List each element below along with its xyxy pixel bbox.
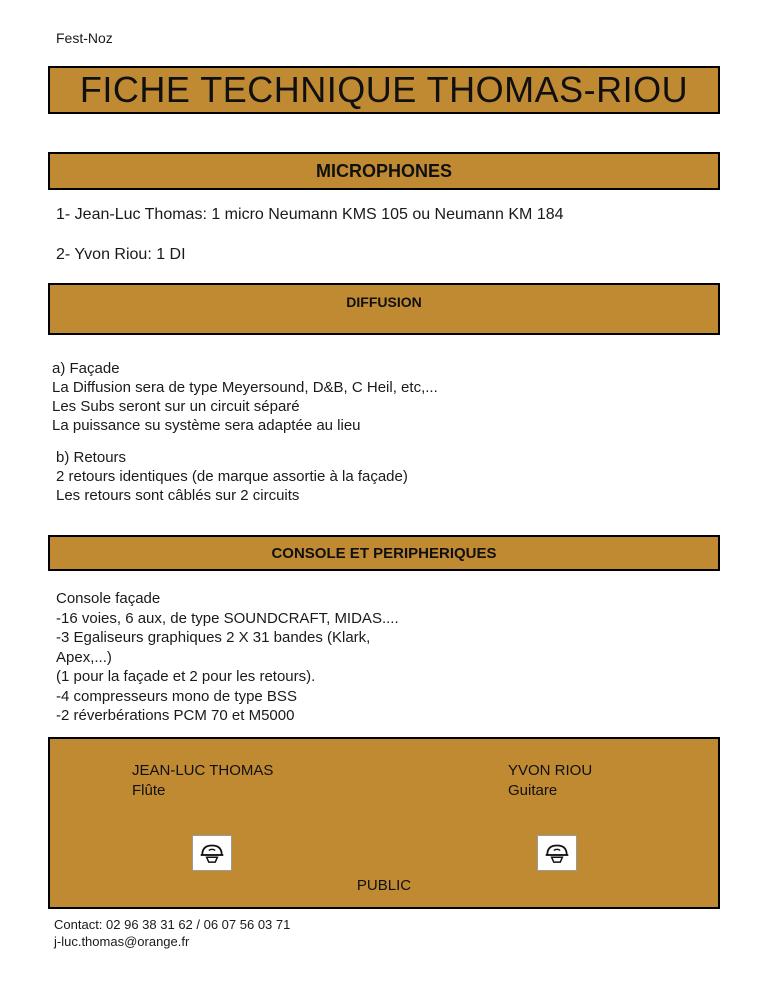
contact-email-line: j-luc.thomas@orange.fr (54, 933, 190, 949)
console-line: -2 réverbérations PCM 70 et M5000 (56, 707, 295, 724)
facade-line: Les Subs seront sur un circuit séparé (52, 398, 300, 415)
microphone-item-1: 1- Jean-Luc Thomas: 1 micro Neumann KMS 105 ou Neumann KM 184 (56, 206, 564, 223)
retours-line: Les retours sont câblés sur 2 circuits (56, 487, 300, 504)
console-line: -4 compresseurs mono de type BSS (56, 687, 297, 705)
console-heading: CONSOLE ET PERIPHERIQUES (48, 535, 720, 571)
public-label: PUBLIC (356, 876, 412, 894)
stage-plot (48, 737, 720, 909)
console-line: Apex,...) (56, 648, 112, 666)
console-line: -3 Egaliseurs graphiques 2 X 31 bandes (Klark, (56, 629, 371, 646)
retours-paragraph (56, 448, 720, 505)
performer-jean-luc-thomas (132, 761, 273, 801)
diffusion-heading: DIFFUSION (48, 283, 720, 335)
console-line: (1 pour la façade et 2 pour les retours). (56, 668, 316, 685)
performer-instrument: Guitare (508, 781, 558, 799)
wedge-monitor-icon (192, 835, 232, 871)
performer-instrument: Flûte (132, 781, 166, 799)
retours-line: b) Retours (56, 449, 127, 466)
contact-phone-line: Contact: 02 96 38 31 62 / 06 07 56 03 71 (54, 916, 291, 932)
facade-line: La Diffusion sera de type Meyersound, D&B, C Heil, etc,... (52, 379, 438, 396)
microphones-heading: MICROPHONES (48, 152, 720, 190)
performer-name: YVON RIOU (508, 761, 593, 779)
retours-line: 2 retours identiques (de marque assortie à la façade) (56, 468, 408, 485)
facade-line: a) Façade (52, 360, 120, 377)
performer-name: JEAN-LUC THOMAS (132, 761, 274, 779)
performer-yvon-riou (508, 761, 592, 801)
wedge-monitor-icon (537, 835, 577, 871)
page-title: FICHE TECHNIQUE THOMAS-RIOU (48, 66, 720, 114)
console-line: -16 voies, 6 aux, de type SOUNDCRAFT, MIDAS.... (56, 609, 399, 627)
facade-paragraph (52, 359, 720, 435)
console-line: Console façade (56, 590, 161, 607)
facade-line: La puissance su système sera adaptée au lieu (52, 417, 361, 434)
contact-block (54, 916, 720, 950)
brand-label: Fest-Noz (56, 30, 113, 46)
console-paragraph (56, 589, 720, 726)
microphone-item-2: 2- Yvon Riou: 1 DI (56, 246, 186, 263)
